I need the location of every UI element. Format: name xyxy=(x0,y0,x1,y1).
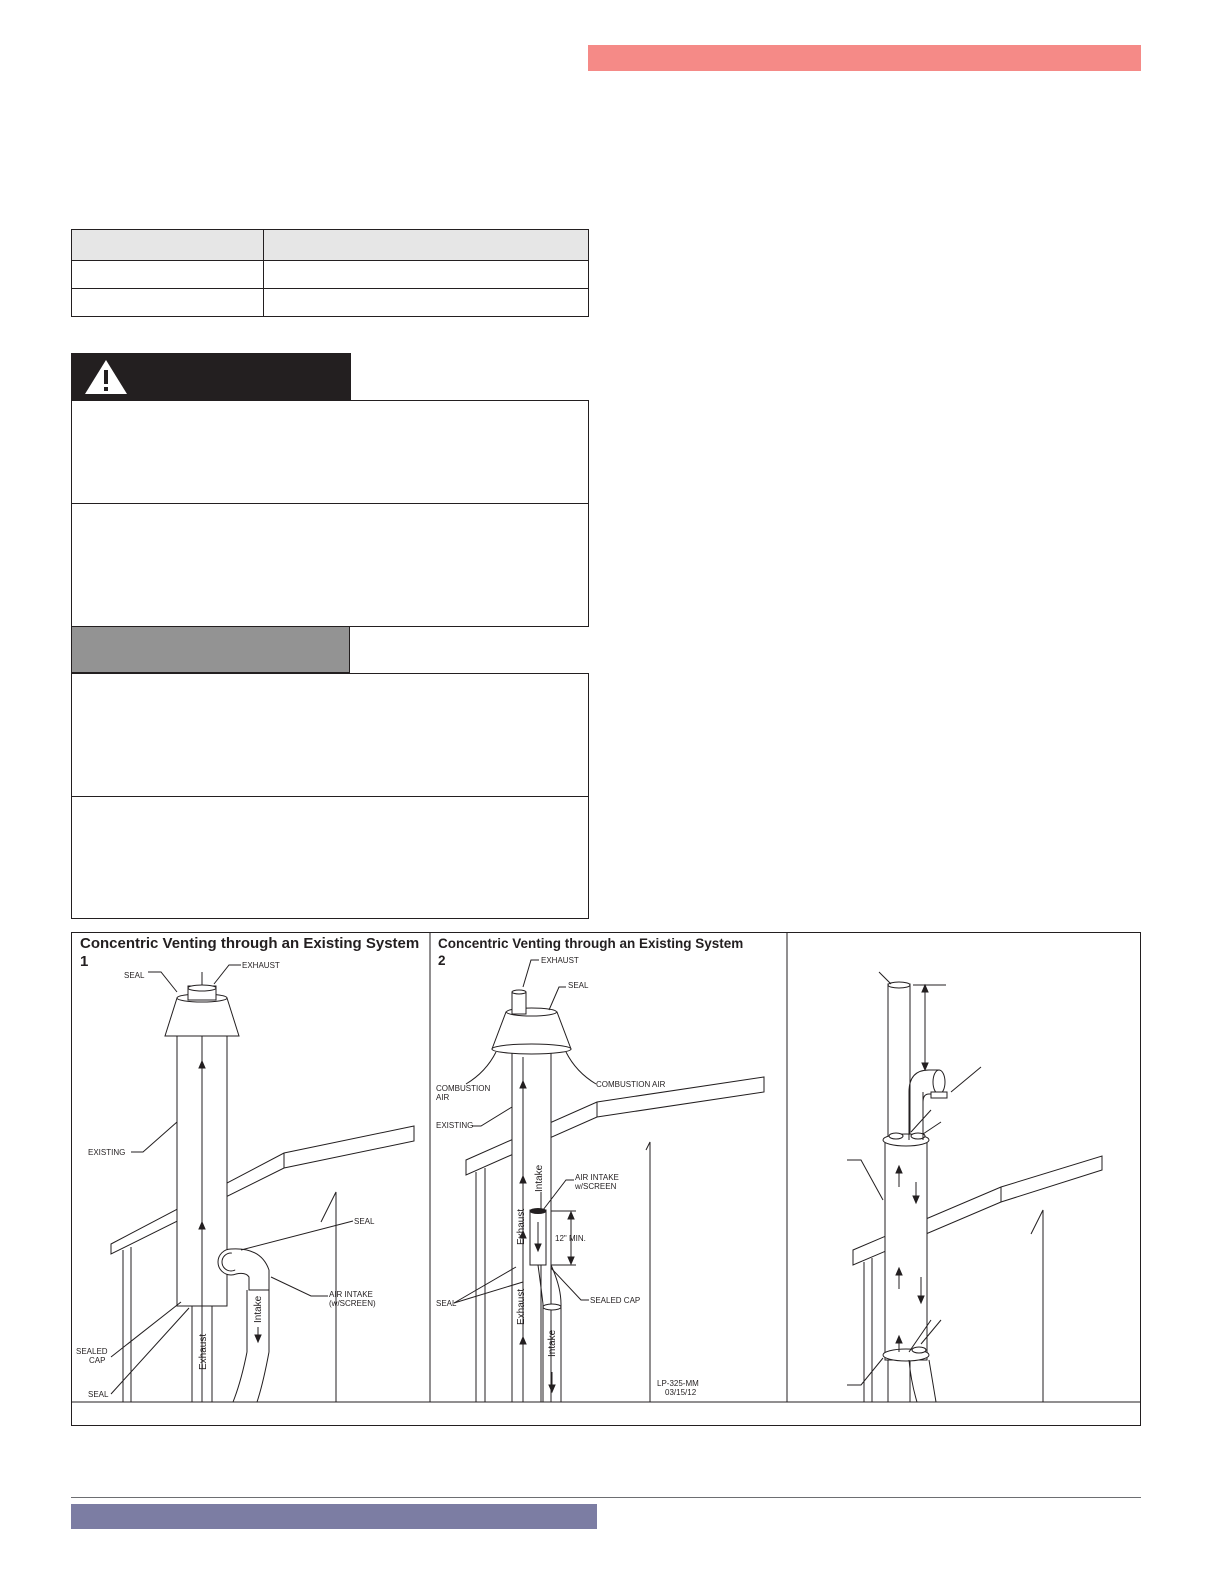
label-min-clearance: 12" MIN. xyxy=(555,1234,586,1243)
label-seal-top: SEAL xyxy=(124,971,145,980)
label-seal-mid: SEAL xyxy=(354,1217,375,1226)
label-seal-top: SEAL xyxy=(568,981,589,990)
label-air-intake: AIR INTAKE xyxy=(329,1290,373,1299)
drawing-number: LP-325-MM xyxy=(657,1379,699,1388)
label-air-intake: AIR INTAKE xyxy=(575,1173,619,1182)
warning-paragraph-2 xyxy=(71,503,589,627)
label-intake-vertical-lower: Intake xyxy=(547,1329,558,1357)
label-existing: EXISTING xyxy=(436,1121,474,1130)
label-exhaust-vertical-lower: Exhaust xyxy=(516,1288,527,1325)
label-air-intake-screen: w/SCREEN xyxy=(575,1182,617,1191)
caution-paragraph-1 xyxy=(71,673,589,797)
table-cell xyxy=(264,230,589,261)
label-exhaust-vertical: Exhaust xyxy=(198,1333,209,1370)
table-cell xyxy=(72,289,264,317)
warning-triangle-icon xyxy=(71,353,131,400)
figure-title-2-text: Concentric Venting through an Existing System xyxy=(438,936,744,951)
label-air-intake-screen: (w/SCREEN) xyxy=(329,1299,376,1308)
header-accent-bar xyxy=(588,45,1141,71)
label-air: AIR xyxy=(436,1093,450,1102)
label-existing: EXISTING xyxy=(88,1148,126,1157)
label-seal-bottom: SEAL xyxy=(88,1390,109,1399)
label-combustion: COMBUSTION xyxy=(436,1084,491,1093)
label-intake-vertical: Intake xyxy=(253,1295,264,1323)
warning-header xyxy=(71,353,351,400)
label-intake-vertical-upper: Intake xyxy=(534,1164,545,1192)
panel3-drawing xyxy=(847,972,1102,1402)
label-sealed-cap: SEALED CAP xyxy=(590,1296,641,1305)
table-row xyxy=(72,261,589,289)
figure-title-1-text: Concentric Venting through an Existing System xyxy=(80,935,420,952)
table-cell xyxy=(264,261,589,289)
label-exhaust-vertical-upper: Exhaust xyxy=(516,1208,527,1245)
label-sealed: SEALED xyxy=(76,1347,108,1356)
figure-title-2-number: 2 xyxy=(438,953,446,968)
table-row xyxy=(72,289,589,317)
table-cell xyxy=(264,289,589,317)
footer-bar xyxy=(71,1504,597,1529)
figure-title-1-number: 1 xyxy=(80,953,89,970)
label-seal: SEAL xyxy=(436,1299,457,1308)
figure-title-1 xyxy=(80,935,428,971)
caution-header xyxy=(71,626,350,673)
label-exhaust: EXHAUST xyxy=(242,961,280,970)
label-exhaust: EXHAUST xyxy=(541,956,579,965)
table-cell xyxy=(72,230,264,261)
table-header-row xyxy=(72,230,589,261)
venting-figure xyxy=(71,932,1141,1426)
table-cell xyxy=(72,261,264,289)
drawing-date: 03/15/12 xyxy=(665,1388,697,1397)
caution-paragraph-2 xyxy=(71,796,589,919)
spec-table xyxy=(71,229,589,317)
panel2-labels xyxy=(436,956,699,1397)
footer-rule xyxy=(71,1497,1141,1498)
panel1-drawing xyxy=(111,965,414,1402)
label-combustion-air: COMBUSTION AIR xyxy=(596,1080,666,1089)
warning-paragraph-1 xyxy=(71,400,589,504)
label-cap: CAP xyxy=(89,1356,106,1365)
figure-title-2 xyxy=(438,935,783,969)
